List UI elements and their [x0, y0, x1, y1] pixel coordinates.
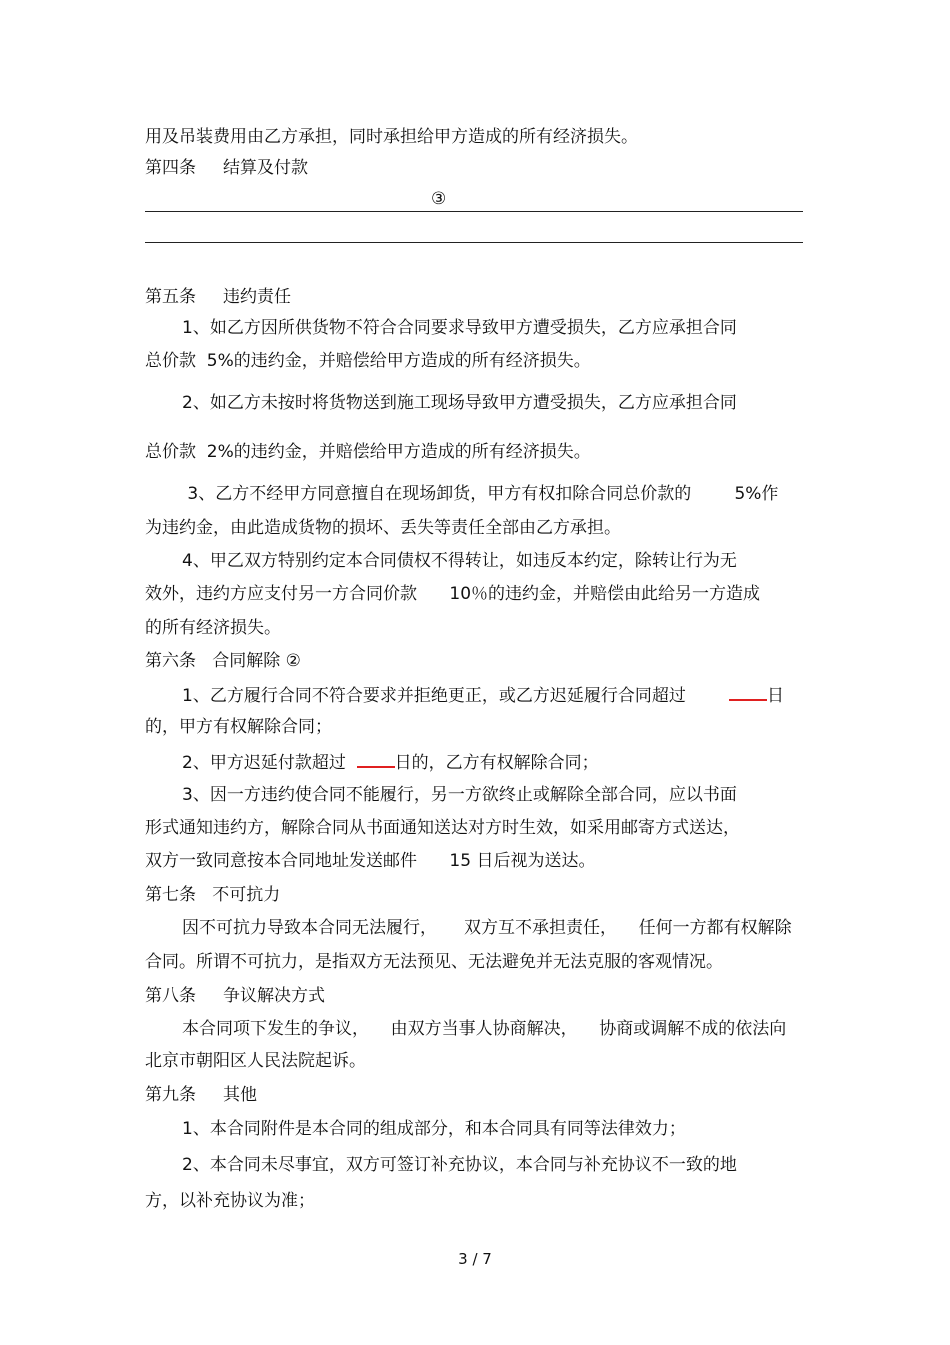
article-5-heading: 第五条 违约责任 — [145, 287, 292, 307]
text-line: 4、甲乙双方特别约定本合同债权不得转让，如违反本约定，除转让行为无 — [182, 551, 737, 571]
text-line — [182, 750, 599, 774]
text-line: 的，甲方有权解除合同； — [145, 717, 332, 737]
text-line: 双方一致同意按本合同地址发送邮件 15 日后视为送达。 — [145, 851, 596, 871]
text-line: 总价款 5%的违约金，并赔偿给甲方造成的所有经济损失。 — [145, 351, 591, 371]
text-line: 本合同项下发生的争议， 由双方当事人协商解决， 协商或调解不成的依法向 — [182, 1019, 787, 1039]
blank-field — [357, 750, 395, 768]
fill-in-rule — [145, 211, 803, 212]
article-4-heading: 第四条 结算及付款 — [145, 158, 309, 178]
article-8-heading: 第八条 争议解决方式 — [145, 986, 326, 1006]
text-segment: 日的，乙方有权解除合同； — [394, 753, 599, 773]
fill-in-rule — [145, 242, 803, 243]
text-line: 北京市朝阳区人民法院起诉。 — [145, 1051, 366, 1071]
page-number: 3 / 7 — [458, 1250, 492, 1268]
text-line: 效外，违约方应支付另一方合同价款 10％的违约金，并赔偿由此给另一方造成 — [145, 584, 761, 604]
footnote-marker: ③ — [431, 189, 447, 209]
text-line: 3、乙方不经甲方同意擅自在现场卸货，甲方有权扣除合同总价款的 5%作 — [182, 484, 779, 504]
text-segment: 1、乙方履行合同不符合要求并拒绝更正，或乙方迟延履行合同超过 — [182, 686, 730, 706]
article-7-heading: 第七条 不可抗力 — [145, 885, 281, 905]
text-line: 因不可抗力导致本合同无法履行， 双方互不承担责任， 任何一方都有权解除 — [182, 918, 792, 938]
text-line: 1、本合同附件是本合同的组成部分，和本合同具有同等法律效力； — [182, 1119, 686, 1139]
text-line: 1、如乙方因所供货物不符合合同要求导致甲方遭受损失，乙方应承担合同 — [182, 318, 737, 338]
text-line: 2、如乙方未按时将货物送到施工现场导致甲方遭受损失，乙方应承担合同 — [182, 393, 737, 413]
article-9-heading: 第九条 其他 — [145, 1085, 258, 1105]
text-line: 3、因一方违约使合同不能履行，另一方欲终止或解除全部合同，应以书面 — [182, 785, 737, 805]
text-segment: 2、甲方迟延付款超过 — [182, 753, 357, 773]
text-line: 方，以补充协议为准； — [145, 1191, 315, 1211]
text-line: 为违约金，由此造成货物的损坏、丢失等责任全部由乙方承担。 — [145, 518, 621, 538]
text-line: 用及吊装费用由乙方承担，同时承担给甲方造成的所有经济损失。 — [145, 127, 638, 147]
blank-field — [729, 683, 767, 701]
text-segment: 日 — [767, 686, 785, 706]
text-line: 总价款 2%的违约金，并赔偿给甲方造成的所有经济损失。 — [145, 442, 591, 462]
text-line: 合同。所谓不可抗力，是指双方无法预见、无法避免并无法克服的客观情况。 — [145, 952, 723, 972]
text-line: 的所有经济损失。 — [145, 618, 281, 638]
text-line: 形式通知违约方，解除合同从书面通知送达对方时生效，如采用邮寄方式送达， — [145, 818, 740, 838]
text-line: 2、本合同未尽事宜，双方可签订补充协议，本合同与补充协议不一致的地 — [182, 1155, 737, 1175]
text-line — [182, 683, 784, 707]
article-6-heading: 第六条 合同解除 ② — [145, 651, 301, 671]
